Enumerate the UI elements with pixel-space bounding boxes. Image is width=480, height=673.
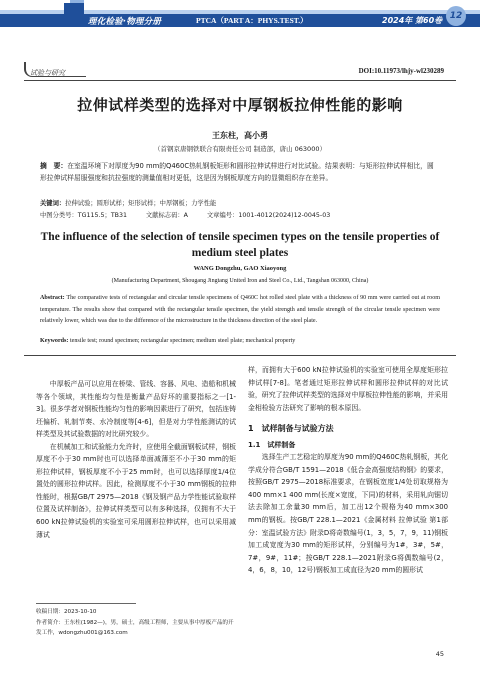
issue-badge: 12 — [446, 6, 466, 26]
doi: DOI:10.11973/lhjy-wl230289 — [358, 67, 444, 75]
received-date: 收稿日期：2023-10-10 — [36, 609, 97, 615]
author-bio: 作者简介：王东柱(1982—)，男，硕士，高级工程师，主要从事中厚板产品的开发工作，wdongzhu001@163.com — [36, 620, 234, 636]
keywords-en-label: Keywords: — [40, 338, 69, 344]
body-paragraph: 在机械加工和试验能力允许时，应使用全截面钢板试样，钢板厚度不小于30 mm时也可以选择单面减薄至不小于30 mm的矩形拉伸试样，钢板厚度不小于25 mm时，也可以选择厚度1/4位置处的圆形拉伸试样。因此，检测厚度不小于30 mm钢板的拉伸性能时，根据GB/T 2975—2018《钢及钢产品力学性能试验取样位置及试样制备》，拉伸试样类型可以有多种选择，仅拥有不大于600 kN拉伸试验机的实验室可采用圆形拉伸试样，也可以采用减薄试 — [36, 442, 236, 539]
abstract-en-label: Abstract: — [40, 295, 65, 301]
abstract-cn-label: 摘 要： — [40, 162, 68, 170]
journal-logo — [64, 3, 84, 27]
abstract-cn-text: 在室温环境下对厚度为90 mm的Q460C热轧钢板矩形和圆形拉伸试样进行对比试验。结果表明：与矩形拉伸试样相比，圆形拉伸试样屈服强度和抗拉强度的测量值相对更低，这是因为钢板厚度方向的显微组织存在差异。 — [40, 162, 434, 182]
section-tag: 试验与研究 — [30, 69, 65, 77]
abstract-cn — [40, 160, 440, 184]
classification-meta: 中图分类号：TG115.5；TB31 文献标志码：A 文章编号：1001-4012(2024)12-0045-03 — [40, 212, 331, 219]
page-number: 45 — [435, 650, 444, 658]
body-paragraph: 选择生产工艺稳定的厚度为90 mm的Q460C热轧钢板，其化学成分符合GB/T 1591—2018《低合金高强度结构钢》的要求，按照GB/T 2975—2018标准要求，在钢板宽度1/4处切取规格为400 mm×1 400 mm(长度×宽度，下同)的材料，采用轧向锯切法去除加工余量30 mm后，加工出12个规格为40 mm×300 mm的钢板。按GB/T 228.1—2021《金属材料 拉伸试验 第1部分：室温试验方法》附录D将奇数编号(1，3，5，7，9，11)钢板加工成宽度为30 mm的矩形试样，分别编号为1#，3#，5#，7#，9#，11#；按GB/T 228.1—2021附录G将偶数编号(2，4，6，8，10，12号)钢板加工成直径为20 mm的圆形试 — [248, 453, 448, 575]
affiliation-en: (Manufacturing Department, Shougang Jingtang United Iron and Steel Co., Ltd., Tangshan 063000, China) — [111, 278, 369, 284]
keywords-en-text: tensile test; round specimen; rectangular specimen; medium steel plate; mechanical property — [69, 338, 296, 344]
abstract-en — [40, 293, 440, 328]
abstract-en-text: The comparative tests of rectangular and circular tensile specimens of Q460C hot rolled steel plate with a thickness of 90 mm were carried out at room temperature. The results show that compared with the rectangular tensile specimen, the yield strength and tensile strength of the circular tensile specimen were relatively lower, which was due to the difference of the microstructure in the thickness direction of the steel plate. — [40, 295, 440, 324]
body-paragraph: 样，而拥有大于600 kN拉伸试验机的实验室可使用全厚度矩形拉伸试样[7-8]。笔者通过矩形拉伸试样和圆形拉伸试样的对比试验，研究了拉伸试样类型的选择对中厚板拉伸性能的影响，并采用金相检验方法研究了影响的根本原因。 — [248, 366, 448, 412]
paper-title-en: The influence of the selection of tensile specimen types on the tensile properties of medium steel plates — [40, 231, 440, 259]
body-column-left — [36, 378, 236, 541]
body-paragraph: 中厚板产品可以应用在桥梁、管线、容器、风电、造船和机械等各个领域，其性能均匀性是衡量产品好坏的重要指标之一[1-3]。很多学者对钢板性能均匀性的影响因素进行了研究，包括连铸坯偏析、轧制节奏、水冷制度等[4-6]，但是对力学性能测试的试样类型及其试验数据的对比研究较少。 — [36, 380, 237, 439]
abstract-rule — [24, 355, 456, 356]
keywords-cn-label: 关键词： — [40, 200, 66, 207]
journal-header-bar — [0, 0, 480, 30]
paper-title-cn: 拉伸试样类型的选择对中厚钢板拉伸性能的影响 — [77, 96, 403, 114]
subsection-heading: 1.1 试样制备 — [248, 440, 296, 449]
keywords-cn — [40, 198, 440, 207]
journal-name: 理化检验·物理分册 — [88, 17, 162, 27]
authors-en: WANG Dongzhu, GAO Xiaoyong — [193, 265, 287, 272]
authors-cn: 王东柱，高小勇 — [212, 131, 268, 140]
keywords-cn-text: 拉伸试验；圆形试样；矩形试样；中厚钢板；力学性能 — [65, 200, 217, 207]
volume-label: 2024年 第60卷 — [382, 16, 443, 25]
footnote-rule — [36, 603, 136, 604]
section-heading: 1 试样制备与试验方法 — [248, 424, 334, 434]
header-rule — [24, 80, 456, 81]
affiliation-cn: （首钢京唐钢铁联合有限责任公司 制造部，唐山 063000） — [154, 145, 326, 153]
keywords-en — [40, 338, 440, 344]
body-column-right — [248, 364, 448, 577]
journal-english-name: PTCA（PART A：PHYS.TEST.） — [196, 16, 308, 25]
